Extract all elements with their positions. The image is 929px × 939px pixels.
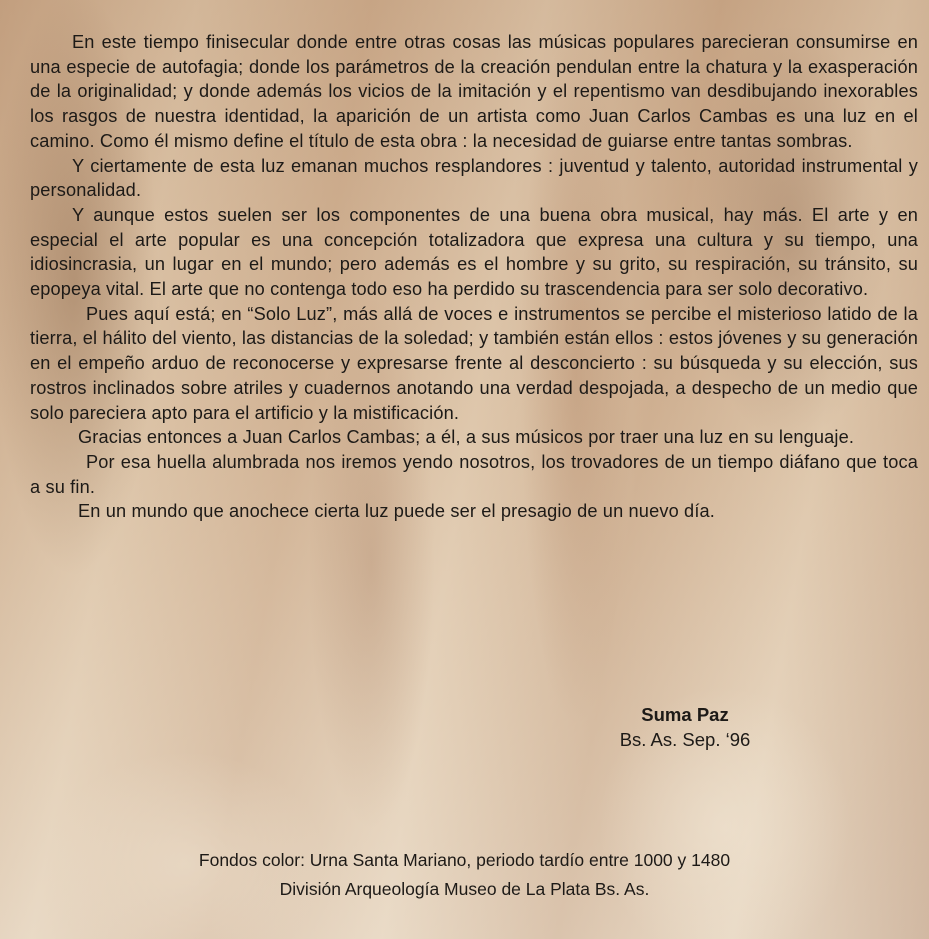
essay-paragraph-6: Por esa huella alumbrada nos iremos yendo nosotros, los trovadores de un tiempo diáfano que toca a su fin.	[30, 451, 918, 497]
place-date: Bs. As. Sep. ‘96	[619, 729, 751, 750]
essay-paragraph-7: En un mundo que anochece cierta luz puede ser el presagio de un nuevo día.	[78, 501, 715, 522]
essay-paragraph-5: Gracias entonces a Juan Carlos Cambas; a él, a sus músicos por traer una luz en su lenguaje.	[78, 427, 855, 448]
essay-paragraph-4: Pues aquí está; en “Solo Luz”, más allá de voces e instrumentos se percibe el misterioso latido de la tierra, el hálito del viento, las distancias de la soledad; y también están ellos : estos jóvenes y su generación en el empeño arduo de reconocerse y expresarse frente al desconcierto : su búsqueda y su elección, sus rostros inclinados sobre atriles y cuadernos anotando una verdad despojada, a despecho de un medio que solo pareciera apto para el artificio y la mistificación.	[30, 303, 918, 423]
credits-line-2: División Arqueología Museo de La Plata Bs. As.	[279, 879, 650, 899]
essay-paragraph-3: Y aunque estos suelen ser los componentes de una buena obra musical, hay más. El arte y en especial el arte popular es una concepción totalizadora que expresa una cultura y su tiempo, una idiosincrasia, un lugar en el mundo; pero además es el hombre y su grito, su respiración, su tránsito, su epopeya vital. El arte que no contenga todo eso ha perdido su trascendencia para ser solo decorativo.	[30, 204, 918, 300]
essay-paragraph-1: En este tiempo finisecular donde entre otras cosas las músicas populares parecieran consumirse en una especie de autofagia; donde los parámetros de la creación pendulan entre la chatura y la exasperación de la originalidad; y donde además los vicios de la imitación y el repentismo van desdibujando inexorables los rasgos de nuestra identidad, la aparición de un artista como Juan Carlos Cambas es una luz en el camino. Como él mismo define el título de esta obra : la necesidad de guiarse entre tantas sombras.	[30, 32, 918, 151]
image-credits	[0, 846, 929, 904]
author-name: Suma Paz	[641, 704, 729, 725]
credits-line-1: Fondos color: Urna Santa Mariano, periodo tardío entre 1000 y 1480	[198, 850, 731, 870]
essay-paragraph-2: Y ciertamente de esta luz emanan muchos resplandores : juventud y talento, autoridad instrumental y personalidad.	[30, 155, 918, 201]
signature-block	[560, 702, 810, 752]
essay-text	[30, 30, 918, 524]
